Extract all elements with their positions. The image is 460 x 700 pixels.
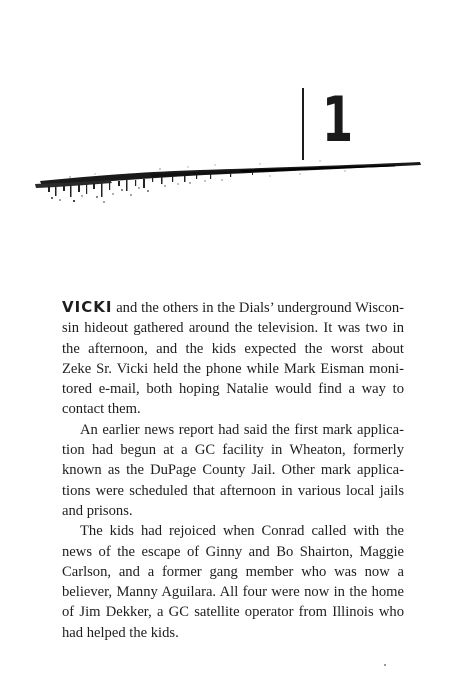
- chapter-header: [0, 0, 460, 230]
- text-line: had helped the kids.: [62, 624, 179, 641]
- text-line: tion had begun at a GC facility in Wheaton, formerly: [62, 442, 404, 459]
- text-line: of Jim Dekker, a GC satellite operator from Illinois who: [62, 604, 404, 621]
- text-line: tored e-mail, both hoping Natalie would find a way to: [62, 381, 404, 398]
- text-line: sin hideout gathered around the television. It was two in: [62, 320, 404, 337]
- page-speck: [384, 664, 386, 666]
- story-text: [62, 297, 404, 643]
- text-line: Carlson, and a former gang member who was now a: [62, 563, 404, 580]
- text-line: believer, Manny Aguilara. All four were now in the home: [62, 584, 404, 601]
- text-line: contact them.: [62, 401, 141, 418]
- text-line: VICKI and the others in the Dials’ underground Wiscon-: [62, 298, 404, 316]
- chapter-lead-name: VICKI: [62, 298, 113, 316]
- chapter-number: 1: [322, 83, 354, 156]
- text-line: The kids had rejoiced when Conrad called with the: [80, 523, 404, 540]
- text-line: tions were scheduled that afternoon in various local jails: [62, 482, 404, 499]
- text-line: An earlier news report had said the first mark applica-: [80, 421, 404, 438]
- text-line: Zeke Sr. Vicki held the phone while Mark Eisman moni-: [62, 360, 404, 377]
- text-line: known as the DuPage County Jail. Other mark applica-: [62, 462, 404, 479]
- paragraph-1: [62, 297, 404, 420]
- text-line: news of the escape of Ginny and Bo Shairton, Maggie: [62, 543, 404, 560]
- brush-stroke-ornament: [0, 150, 460, 220]
- text-line: the afternoon, and the kids expected the worst about: [62, 340, 404, 357]
- text-line: and prisons.: [62, 502, 133, 519]
- paragraph-2: [62, 420, 404, 521]
- paragraph-3: [62, 521, 404, 643]
